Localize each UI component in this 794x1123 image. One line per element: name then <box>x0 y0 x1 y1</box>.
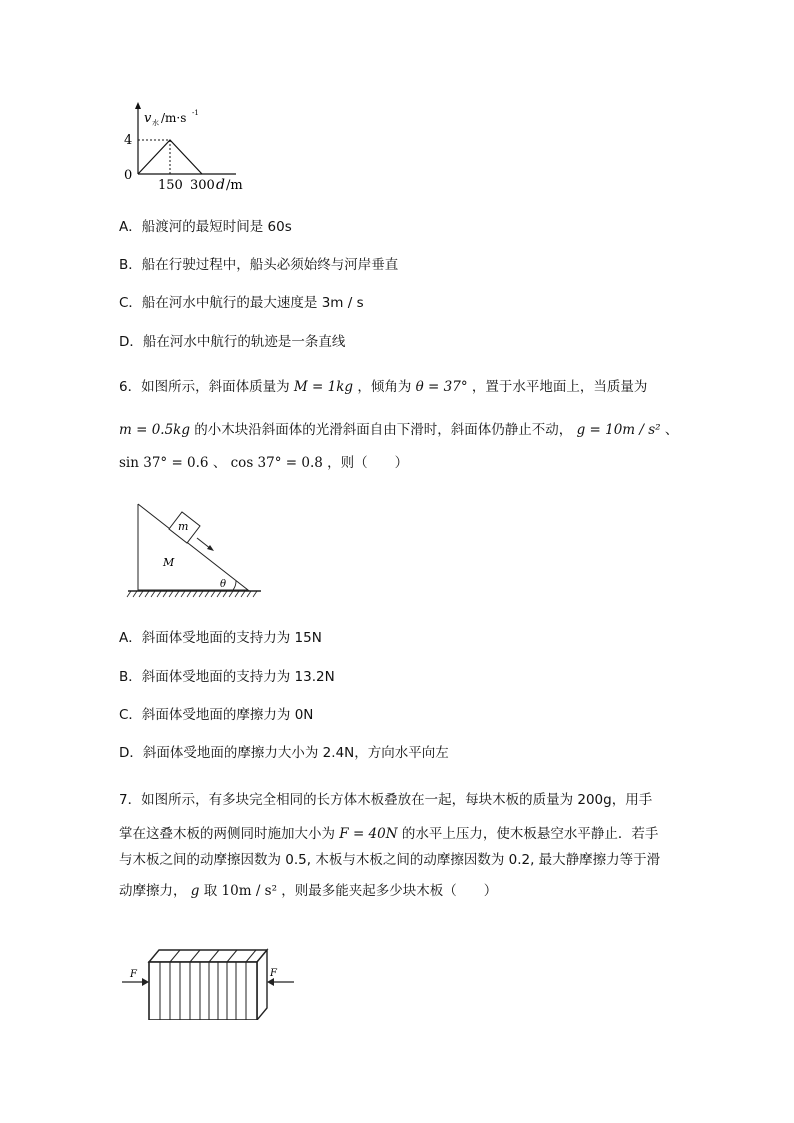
incline-figure <box>125 498 265 608</box>
q7-stem-line2 <box>119 824 658 844</box>
q6-option-a: A．斜面体受地面的支持力为 15N <box>119 630 322 646</box>
q7-gravity: 10m / s² <box>221 883 277 899</box>
q5-option-a: A．船渡河的最短时间是 60s <box>119 219 292 235</box>
q7-text: 取 <box>203 883 218 899</box>
q6-sin: sin 37° = 0.6 <box>119 455 209 471</box>
q6-stem-line2 <box>119 420 678 440</box>
q6-text: ，倾角为 <box>357 379 412 395</box>
q6-mass-M: M = 1kg <box>293 379 354 395</box>
q7-stem-line4 <box>119 881 497 901</box>
right-force-arrow-icon <box>267 978 274 986</box>
origin-label: 0 <box>124 168 133 183</box>
x-tick-300: 300 <box>190 178 215 193</box>
boards-figure <box>118 940 298 1020</box>
q6-mass-m: m = 0.5kg <box>119 422 190 438</box>
q5-option-d: D．船在河水中航行的轨迹是一条直线 <box>119 334 346 350</box>
incline-label-M: M <box>163 556 175 569</box>
q6-text: 6．如图所示，斜面体质量为 <box>119 379 290 395</box>
q5-option-b: B．船在行驶过程中，船头必须始终与河岸垂直 <box>119 257 399 273</box>
q6-option-c: C．斜面体受地面的摩擦力为 0N <box>119 707 314 723</box>
q7-text: 掌在这叠木板的两侧同时施加大小为 <box>119 826 335 842</box>
q7-force: F = 40N <box>339 826 398 842</box>
q5-option-c: C．船在河水中航行的最大速度是 3m / s <box>119 295 364 311</box>
q7-text: 的水平上压力，使木板悬空水平静止．若手 <box>401 826 659 842</box>
q6-option-d: D．斜面体受地面的摩擦力大小为 2.4N，方向水平向左 <box>119 745 449 761</box>
q6-cos: cos 37° = 0.8 <box>230 455 323 471</box>
x-tick-150: 150 <box>158 178 183 193</box>
q6-option-b: B．斜面体受地面的支持力为 13.2N <box>119 669 335 685</box>
q7-stem-line1: 7．如图所示，有多块完全相同的长方体木板叠放在一起，每块木板的质量为 200g，用手 <box>119 792 653 808</box>
q7-g: g <box>190 883 200 899</box>
arrow-icon <box>207 545 214 551</box>
block-label-m: m <box>178 520 189 533</box>
q6-stem-line3 <box>119 453 408 473</box>
left-force-label: F <box>130 969 137 980</box>
q6-stem-line1 <box>119 377 647 397</box>
y-axis-unit-exponent: -1 <box>192 109 199 117</box>
y-tick-4: 4 <box>124 133 133 148</box>
q6-text: ，置于水平地面上，当质量为 <box>471 379 648 395</box>
x-axis-label: d <box>216 177 225 193</box>
q7-stem-line3: 与木板之间的动摩擦因数为 0.5, 木板与木板之间的动摩擦因数为 0.2, 最大静摩擦力等于滑 <box>119 852 661 868</box>
ground-hatching <box>127 591 257 597</box>
right-force-label: F <box>270 968 277 979</box>
y-axis-label: v <box>144 111 152 126</box>
q7-text: 动摩擦力， <box>119 883 187 899</box>
q7-text: ，则最多能夹起多少块木板（ ） <box>281 883 498 899</box>
q6-text: 的小木块沿斜面体的光滑斜面自由下滑时，斜面体仍静止不动， <box>194 422 573 438</box>
q6-text: 、 <box>664 422 679 438</box>
angle-label-theta: θ <box>220 579 227 590</box>
q6-gravity: g = 10m / s² <box>576 422 661 438</box>
left-force-arrow-icon <box>142 978 149 986</box>
q6-text: 、 <box>212 455 227 471</box>
y-axis-unit: /m·s <box>161 111 187 125</box>
y-axis-subscript: 水 <box>152 119 159 127</box>
q6-angle: θ = 37° <box>415 379 468 395</box>
velocity-distance-graph <box>118 100 268 195</box>
q6-text: ，则（ ） <box>327 455 409 471</box>
x-axis-unit: /m <box>226 178 243 193</box>
